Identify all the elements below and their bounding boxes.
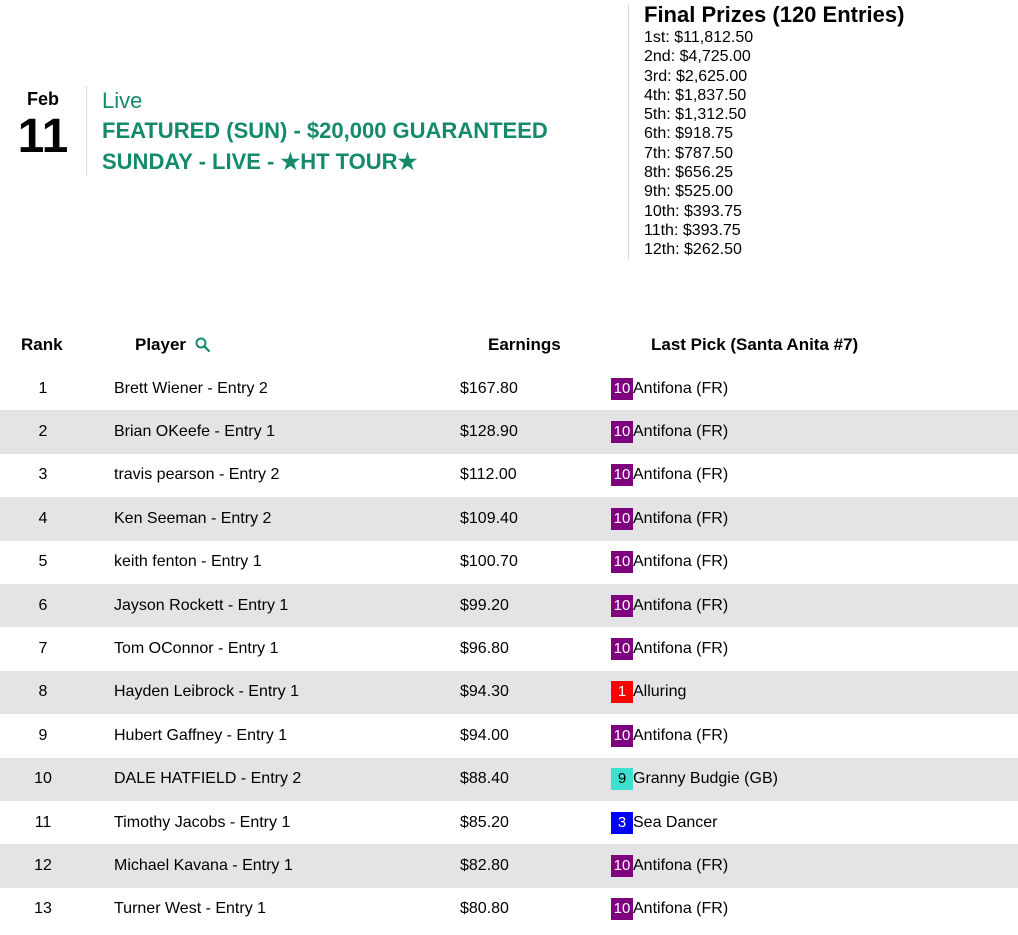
- table-header: [0, 323, 1018, 367]
- prize-line: 8th: $656.25: [644, 164, 733, 182]
- horse-name: Antifona (FR): [633, 596, 729, 614]
- post-number-badge: 10: [611, 855, 633, 877]
- last-pick-cell: [595, 508, 1018, 530]
- header-player-label: Player: [135, 335, 187, 354]
- last-pick-cell: [595, 898, 1018, 920]
- player-cell: Michael Kavana - Entry 1: [114, 856, 293, 874]
- earnings-cell: $99.20: [460, 596, 509, 614]
- post-number-badge: 10: [611, 595, 633, 617]
- event-title: [102, 115, 602, 177]
- header-rank: Rank: [21, 335, 63, 354]
- last-pick-cell: [595, 378, 1018, 400]
- table-row[interactable]: [0, 888, 1018, 931]
- post-number-badge: 10: [611, 551, 633, 573]
- event-status: Live: [102, 88, 143, 113]
- standings-table: [0, 323, 1018, 931]
- table-body: [0, 367, 1018, 931]
- prize-line: 12th: $262.50: [644, 241, 742, 259]
- prizes-divider: [628, 4, 629, 260]
- player-cell: Brett Wiener - Entry 2: [114, 379, 268, 397]
- event-day: 11: [17, 110, 69, 163]
- search-icon[interactable]: [195, 337, 211, 353]
- table-row[interactable]: [0, 454, 1018, 497]
- player-cell: Brian OKeefe - Entry 1: [114, 423, 275, 441]
- rank-cell: 4: [38, 509, 48, 527]
- rank-cell: 12: [34, 856, 52, 874]
- horse-name: Antifona (FR): [633, 640, 729, 658]
- rank-cell: 2: [38, 423, 48, 441]
- table-row[interactable]: [0, 410, 1018, 453]
- last-pick-cell: [595, 725, 1018, 747]
- table-row[interactable]: [0, 497, 1018, 540]
- player-cell: keith fenton - Entry 1: [114, 553, 262, 571]
- horse-name: Antifona (FR): [633, 553, 729, 571]
- rank-cell: 13: [34, 900, 52, 918]
- last-pick-cell: [595, 595, 1018, 617]
- rank-cell: 9: [38, 726, 48, 744]
- post-number-badge: 1: [611, 681, 633, 703]
- earnings-cell: $128.90: [460, 423, 518, 441]
- horse-name: Antifona (FR): [633, 856, 729, 874]
- horse-name: Sea Dancer: [633, 813, 718, 831]
- header-last-pick: Last Pick (Santa Anita #7): [651, 335, 859, 354]
- post-number-badge: 10: [611, 508, 633, 530]
- earnings-cell: $96.80: [460, 640, 509, 658]
- table-row[interactable]: [0, 801, 1018, 844]
- earnings-cell: $112.00: [460, 466, 517, 484]
- table-row[interactable]: [0, 714, 1018, 757]
- post-number-badge: 10: [611, 378, 633, 400]
- rank-cell: 10: [34, 770, 52, 788]
- post-number-badge: 10: [611, 638, 633, 660]
- player-cell: Turner West - Entry 1: [114, 900, 267, 918]
- rank-cell: 11: [34, 813, 52, 831]
- post-number-badge: 9: [611, 768, 633, 790]
- header-earnings: Earnings: [488, 335, 561, 354]
- last-pick-cell: [595, 681, 1018, 703]
- prize-line: 2nd: $4,725.00: [644, 48, 751, 66]
- rank-cell: 5: [38, 553, 48, 571]
- table-row[interactable]: [0, 844, 1018, 887]
- prize-line: 9th: $525.00: [644, 183, 733, 201]
- header-player: [114, 335, 460, 355]
- horse-name: Alluring: [633, 683, 687, 701]
- last-pick-cell: [595, 551, 1018, 573]
- horse-name: Antifona (FR): [633, 509, 729, 527]
- event-title-line1: FEATURED (SUN) - $20,000 GUARANTEED: [102, 118, 548, 143]
- prize-line: 10th: $393.75: [644, 202, 742, 220]
- earnings-cell: $167.80: [460, 379, 518, 397]
- prize-list: [644, 28, 1014, 260]
- player-cell: Hayden Leibrock - Entry 1: [114, 683, 299, 701]
- date-divider: [86, 86, 87, 176]
- rank-cell: 1: [38, 379, 48, 397]
- table-row[interactable]: [0, 367, 1018, 410]
- player-cell: Ken Seeman - Entry 2: [114, 509, 272, 527]
- table-row[interactable]: [0, 758, 1018, 801]
- event-date: [14, 88, 72, 162]
- prize-line: 4th: $1,837.50: [644, 86, 747, 104]
- event-info: [102, 88, 602, 177]
- horse-name: Antifona (FR): [633, 379, 729, 397]
- rank-cell: 8: [38, 683, 48, 701]
- event-title-line2: SUNDAY - LIVE - ★HT TOUR★: [102, 149, 418, 174]
- earnings-cell: $82.80: [460, 856, 509, 874]
- prize-line: 5th: $1,312.50: [644, 106, 747, 124]
- earnings-cell: $94.30: [460, 683, 509, 701]
- last-pick-cell: [595, 812, 1018, 834]
- horse-name: Antifona (FR): [633, 423, 729, 441]
- last-pick-cell: [595, 855, 1018, 877]
- player-cell: Jayson Rockett - Entry 1: [114, 596, 289, 614]
- last-pick-cell: [595, 421, 1018, 443]
- last-pick-cell: [595, 768, 1018, 790]
- final-prizes: [644, 2, 1014, 260]
- player-cell: Tom OConnor - Entry 1: [114, 640, 279, 658]
- earnings-cell: $109.40: [460, 509, 518, 527]
- earnings-cell: $80.80: [460, 900, 509, 918]
- earnings-cell: $100.70: [460, 553, 518, 571]
- rank-cell: 6: [38, 596, 48, 614]
- earnings-cell: $85.20: [460, 813, 509, 831]
- table-row[interactable]: [0, 541, 1018, 584]
- post-number-badge: 10: [611, 898, 633, 920]
- prize-line: 11th: $393.75: [644, 221, 741, 239]
- earnings-cell: $88.40: [460, 770, 509, 788]
- post-number-badge: 10: [611, 464, 633, 486]
- player-cell: Timothy Jacobs - Entry 1: [114, 813, 291, 831]
- horse-name: Antifona (FR): [633, 726, 729, 744]
- prize-line: 6th: $918.75: [644, 125, 733, 143]
- rank-cell: 3: [38, 466, 48, 484]
- prizes-title: Final Prizes (120 Entries): [644, 2, 905, 27]
- horse-name: Antifona (FR): [633, 466, 729, 484]
- prize-line: 1st: $11,812.50: [644, 29, 754, 46]
- table-row[interactable]: [0, 627, 1018, 670]
- event-month: Feb: [26, 89, 59, 109]
- post-number-badge: 3: [611, 812, 633, 834]
- prize-line: 7th: $787.50: [644, 144, 733, 162]
- player-cell: DALE HATFIELD - Entry 2: [114, 770, 302, 788]
- table-row[interactable]: [0, 584, 1018, 627]
- earnings-cell: $94.00: [460, 726, 509, 744]
- last-pick-cell: [595, 638, 1018, 660]
- table-row[interactable]: [0, 671, 1018, 714]
- post-number-badge: 10: [611, 725, 633, 747]
- horse-name: Granny Budgie (GB): [633, 770, 778, 788]
- player-cell: travis pearson - Entry 2: [114, 466, 280, 484]
- horse-name: Antifona (FR): [633, 900, 729, 918]
- post-number-badge: 10: [611, 421, 633, 443]
- player-cell: Hubert Gaffney - Entry 1: [114, 726, 288, 744]
- prize-line: 3rd: $2,625.00: [644, 67, 748, 85]
- rank-cell: 7: [38, 640, 48, 658]
- last-pick-cell: [595, 464, 1018, 486]
